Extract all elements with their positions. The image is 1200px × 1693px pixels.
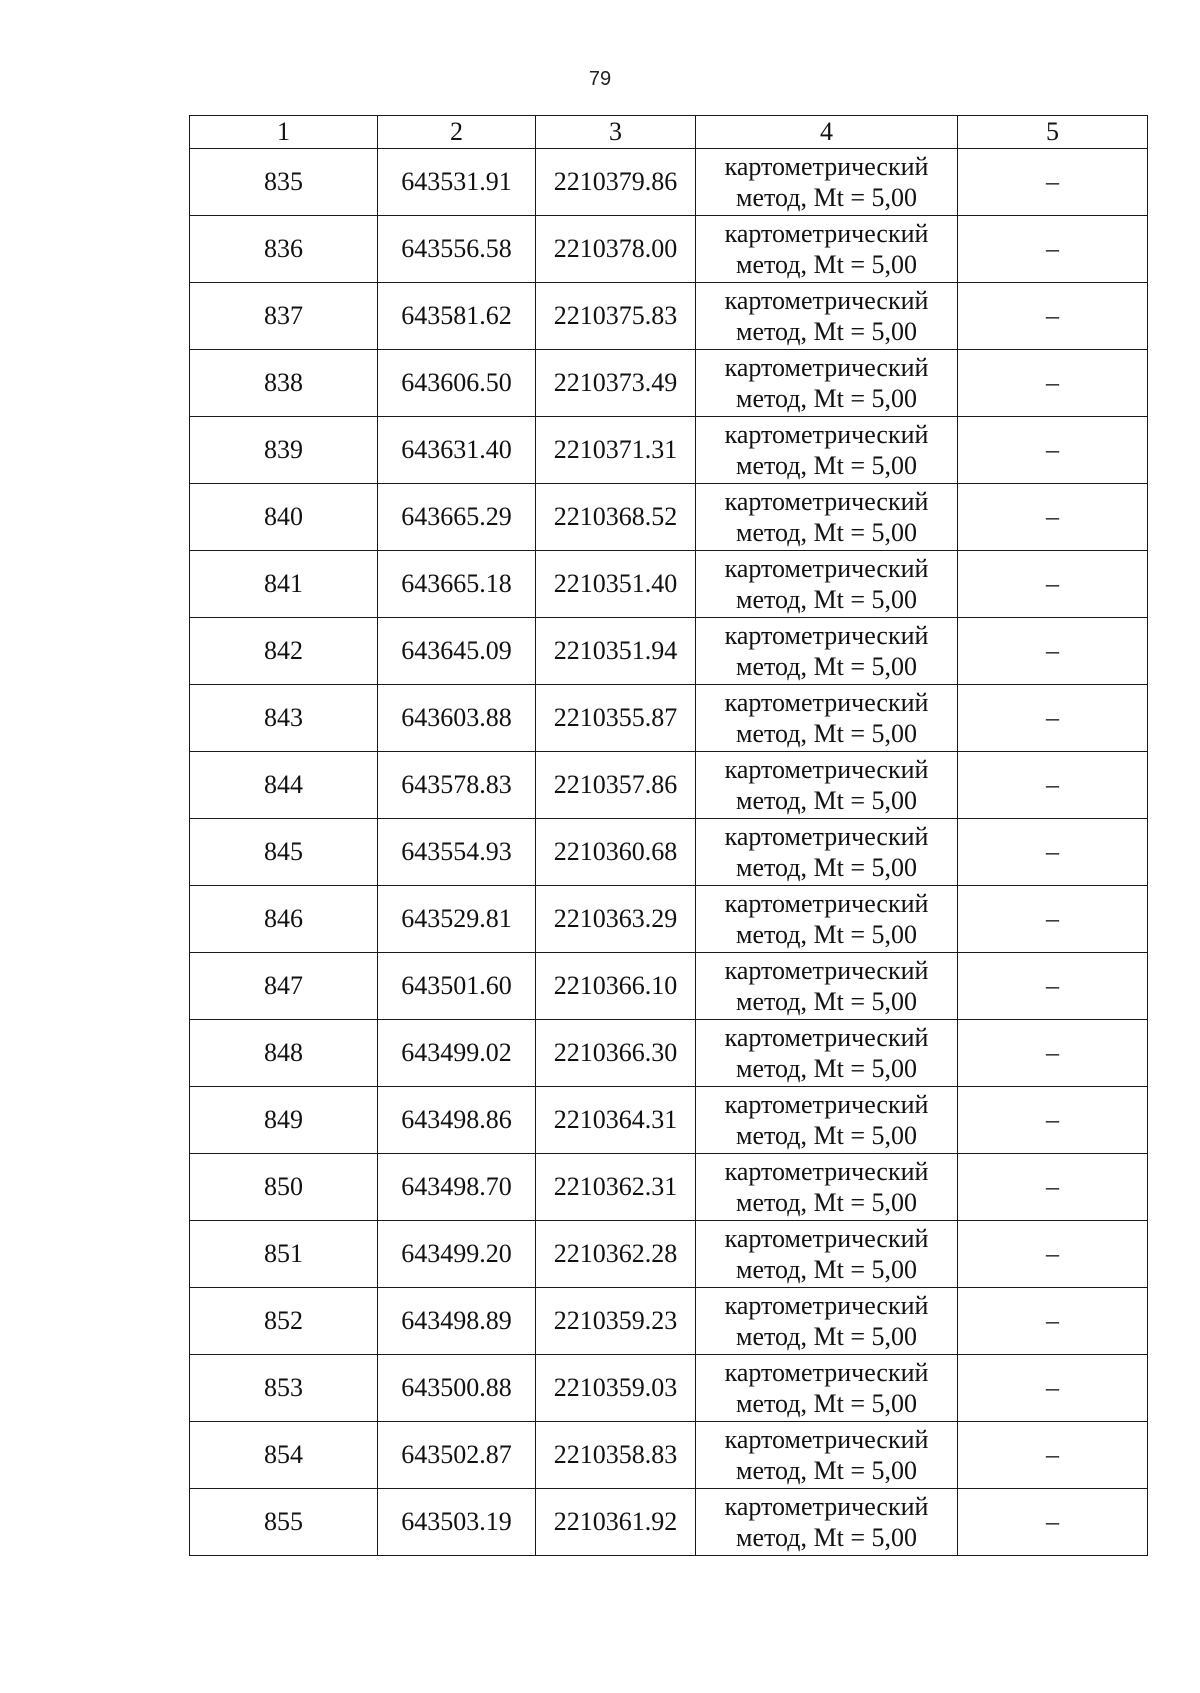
method-line-2: метод, Mt = 5,00	[736, 1456, 917, 1485]
point-number-cell: 845	[190, 819, 378, 886]
y-coordinate-cell: 2210351.94	[536, 618, 696, 685]
note-cell: –	[958, 1288, 1148, 1355]
method-line-2: метод, Mt = 5,00	[736, 652, 917, 681]
method-line-1: картометрический	[724, 1157, 929, 1186]
note-cell: –	[958, 1489, 1148, 1556]
method-cell	[696, 752, 958, 819]
method-line-1: картометрический	[724, 1023, 929, 1052]
x-coordinate-cell: 643603.88	[378, 685, 536, 752]
note-cell: –	[958, 417, 1148, 484]
y-coordinate-cell: 2210355.87	[536, 685, 696, 752]
point-number-cell: 837	[190, 283, 378, 350]
note-cell: –	[958, 551, 1148, 618]
y-coordinate-cell: 2210362.28	[536, 1221, 696, 1288]
note-cell: –	[958, 1020, 1148, 1087]
method-line-2: метод, Mt = 5,00	[736, 853, 917, 882]
method-cell	[696, 1355, 958, 1422]
y-coordinate-cell: 2210360.68	[536, 819, 696, 886]
x-coordinate-cell: 643606.50	[378, 350, 536, 417]
point-number-cell: 841	[190, 551, 378, 618]
note-cell: –	[958, 1422, 1148, 1489]
point-number-cell: 838	[190, 350, 378, 417]
method-line-2: метод, Mt = 5,00	[736, 786, 917, 815]
point-number-cell: 850	[190, 1154, 378, 1221]
note-cell: –	[958, 1154, 1148, 1221]
page-number: 79	[588, 68, 612, 90]
method-line-1: картометрический	[724, 554, 929, 583]
method-line-2: метод, Mt = 5,00	[736, 451, 917, 480]
method-cell	[696, 551, 958, 618]
table-body	[190, 149, 1148, 1556]
note-cell: –	[958, 752, 1148, 819]
y-coordinate-cell: 2210375.83	[536, 283, 696, 350]
x-coordinate-cell: 643531.91	[378, 149, 536, 216]
y-coordinate-cell: 2210362.31	[536, 1154, 696, 1221]
method-line-1: картометрический	[724, 889, 929, 918]
y-coordinate-cell: 2210359.03	[536, 1355, 696, 1422]
y-coordinate-cell: 2210378.00	[536, 216, 696, 283]
table-row	[190, 551, 1148, 618]
point-number-cell: 846	[190, 886, 378, 953]
y-coordinate-cell: 2210379.86	[536, 149, 696, 216]
table-row	[190, 216, 1148, 283]
y-coordinate-cell: 2210371.31	[536, 417, 696, 484]
point-number-cell: 849	[190, 1087, 378, 1154]
x-coordinate-cell: 643500.88	[378, 1355, 536, 1422]
table-row	[190, 685, 1148, 752]
method-line-2: метод, Mt = 5,00	[736, 1389, 917, 1418]
method-line-2: метод, Mt = 5,00	[736, 1121, 917, 1150]
y-coordinate-cell: 2210361.92	[536, 1489, 696, 1556]
column-header-2: 2	[378, 116, 536, 149]
method-cell	[696, 1087, 958, 1154]
column-header-4: 4	[696, 116, 958, 149]
y-coordinate-cell: 2210366.30	[536, 1020, 696, 1087]
method-line-1: картометрический	[724, 420, 929, 449]
x-coordinate-cell: 643498.86	[378, 1087, 536, 1154]
method-cell	[696, 953, 958, 1020]
method-cell	[696, 886, 958, 953]
point-number-cell: 847	[190, 953, 378, 1020]
method-line-1: картометрический	[724, 286, 929, 315]
note-cell: –	[958, 1221, 1148, 1288]
method-cell	[696, 350, 958, 417]
point-number-cell: 842	[190, 618, 378, 685]
method-cell	[696, 1489, 958, 1556]
note-cell: –	[958, 953, 1148, 1020]
note-cell: –	[958, 1355, 1148, 1422]
method-line-2: метод, Mt = 5,00	[736, 183, 917, 212]
method-cell	[696, 685, 958, 752]
method-line-1: картометрический	[724, 688, 929, 717]
method-line-1: картометрический	[724, 1090, 929, 1119]
table-row	[190, 1020, 1148, 1087]
table-row	[190, 1422, 1148, 1489]
method-cell	[696, 216, 958, 283]
table-row	[190, 283, 1148, 350]
note-cell: –	[958, 350, 1148, 417]
method-line-2: метод, Mt = 5,00	[736, 1255, 917, 1284]
method-line-1: картометрический	[724, 1224, 929, 1253]
table-row	[190, 417, 1148, 484]
y-coordinate-cell: 2210364.31	[536, 1087, 696, 1154]
point-number-cell: 843	[190, 685, 378, 752]
coordinates-table	[189, 115, 1148, 1556]
y-coordinate-cell: 2210368.52	[536, 484, 696, 551]
point-number-cell: 854	[190, 1422, 378, 1489]
table-row	[190, 484, 1148, 551]
method-cell	[696, 1154, 958, 1221]
table-row	[190, 1154, 1148, 1221]
y-coordinate-cell: 2210366.10	[536, 953, 696, 1020]
note-cell: –	[958, 685, 1148, 752]
point-number-cell: 848	[190, 1020, 378, 1087]
table-header-row	[190, 116, 1148, 149]
method-cell	[696, 1020, 958, 1087]
method-line-2: метод, Mt = 5,00	[736, 585, 917, 614]
x-coordinate-cell: 643501.60	[378, 953, 536, 1020]
method-line-1: картометрический	[724, 353, 929, 382]
x-coordinate-cell: 643529.81	[378, 886, 536, 953]
method-line-1: картометрический	[724, 1358, 929, 1387]
point-number-cell: 853	[190, 1355, 378, 1422]
point-number-cell: 844	[190, 752, 378, 819]
method-line-2: метод, Mt = 5,00	[736, 1523, 917, 1552]
table-row	[190, 752, 1148, 819]
method-line-1: картометрический	[724, 152, 929, 181]
y-coordinate-cell: 2210363.29	[536, 886, 696, 953]
x-coordinate-cell: 643554.93	[378, 819, 536, 886]
method-cell	[696, 618, 958, 685]
note-cell: –	[958, 1087, 1148, 1154]
method-line-1: картометрический	[724, 1291, 929, 1320]
y-coordinate-cell: 2210373.49	[536, 350, 696, 417]
x-coordinate-cell: 643503.19	[378, 1489, 536, 1556]
table-row	[190, 819, 1148, 886]
column-header-5: 5	[958, 116, 1148, 149]
method-cell	[696, 149, 958, 216]
x-coordinate-cell: 643556.58	[378, 216, 536, 283]
method-line-2: метод, Mt = 5,00	[736, 250, 917, 279]
table-row	[190, 1489, 1148, 1556]
x-coordinate-cell: 643631.40	[378, 417, 536, 484]
column-header-1: 1	[190, 116, 378, 149]
note-cell: –	[958, 484, 1148, 551]
method-line-1: картометрический	[724, 621, 929, 650]
point-number-cell: 852	[190, 1288, 378, 1355]
table-row	[190, 1087, 1148, 1154]
method-cell	[696, 1288, 958, 1355]
method-cell	[696, 484, 958, 551]
method-cell	[696, 819, 958, 886]
method-line-1: картометрический	[724, 1425, 929, 1454]
table-row	[190, 953, 1148, 1020]
table-row	[190, 1221, 1148, 1288]
point-number-cell: 840	[190, 484, 378, 551]
note-cell: –	[958, 216, 1148, 283]
note-cell: –	[958, 886, 1148, 953]
method-cell	[696, 283, 958, 350]
method-line-2: метод, Mt = 5,00	[736, 317, 917, 346]
x-coordinate-cell: 643498.89	[378, 1288, 536, 1355]
y-coordinate-cell: 2210359.23	[536, 1288, 696, 1355]
method-line-1: картометрический	[724, 1492, 929, 1521]
method-line-1: картометрический	[724, 219, 929, 248]
method-cell	[696, 1221, 958, 1288]
method-line-2: метод, Mt = 5,00	[736, 987, 917, 1016]
x-coordinate-cell: 643499.20	[378, 1221, 536, 1288]
method-line-2: метод, Mt = 5,00	[736, 920, 917, 949]
y-coordinate-cell: 2210351.40	[536, 551, 696, 618]
table-row	[190, 149, 1148, 216]
table-row	[190, 886, 1148, 953]
y-coordinate-cell: 2210357.86	[536, 752, 696, 819]
point-number-cell: 839	[190, 417, 378, 484]
note-cell: –	[958, 618, 1148, 685]
point-number-cell: 835	[190, 149, 378, 216]
column-header-3: 3	[536, 116, 696, 149]
method-line-2: метод, Mt = 5,00	[736, 719, 917, 748]
note-cell: –	[958, 819, 1148, 886]
table-row	[190, 1355, 1148, 1422]
method-line-1: картометрический	[724, 755, 929, 784]
table-row	[190, 1288, 1148, 1355]
point-number-cell: 836	[190, 216, 378, 283]
method-line-2: метод, Mt = 5,00	[736, 384, 917, 413]
method-cell	[696, 1422, 958, 1489]
table-row	[190, 618, 1148, 685]
method-line-2: метод, Mt = 5,00	[736, 1188, 917, 1217]
point-number-cell: 851	[190, 1221, 378, 1288]
method-line-1: картометрический	[724, 822, 929, 851]
method-line-1: картометрический	[724, 956, 929, 985]
note-cell: –	[958, 149, 1148, 216]
method-line-2: метод, Mt = 5,00	[736, 1054, 917, 1083]
x-coordinate-cell: 643499.02	[378, 1020, 536, 1087]
x-coordinate-cell: 643578.83	[378, 752, 536, 819]
x-coordinate-cell: 643498.70	[378, 1154, 536, 1221]
x-coordinate-cell: 643665.18	[378, 551, 536, 618]
method-line-2: метод, Mt = 5,00	[736, 518, 917, 547]
note-cell: –	[958, 283, 1148, 350]
x-coordinate-cell: 643581.62	[378, 283, 536, 350]
table-row	[190, 350, 1148, 417]
y-coordinate-cell: 2210358.83	[536, 1422, 696, 1489]
point-number-cell: 855	[190, 1489, 378, 1556]
x-coordinate-cell: 643502.87	[378, 1422, 536, 1489]
method-cell	[696, 417, 958, 484]
x-coordinate-cell: 643645.09	[378, 618, 536, 685]
method-line-1: картометрический	[724, 487, 929, 516]
method-line-2: метод, Mt = 5,00	[736, 1322, 917, 1351]
x-coordinate-cell: 643665.29	[378, 484, 536, 551]
